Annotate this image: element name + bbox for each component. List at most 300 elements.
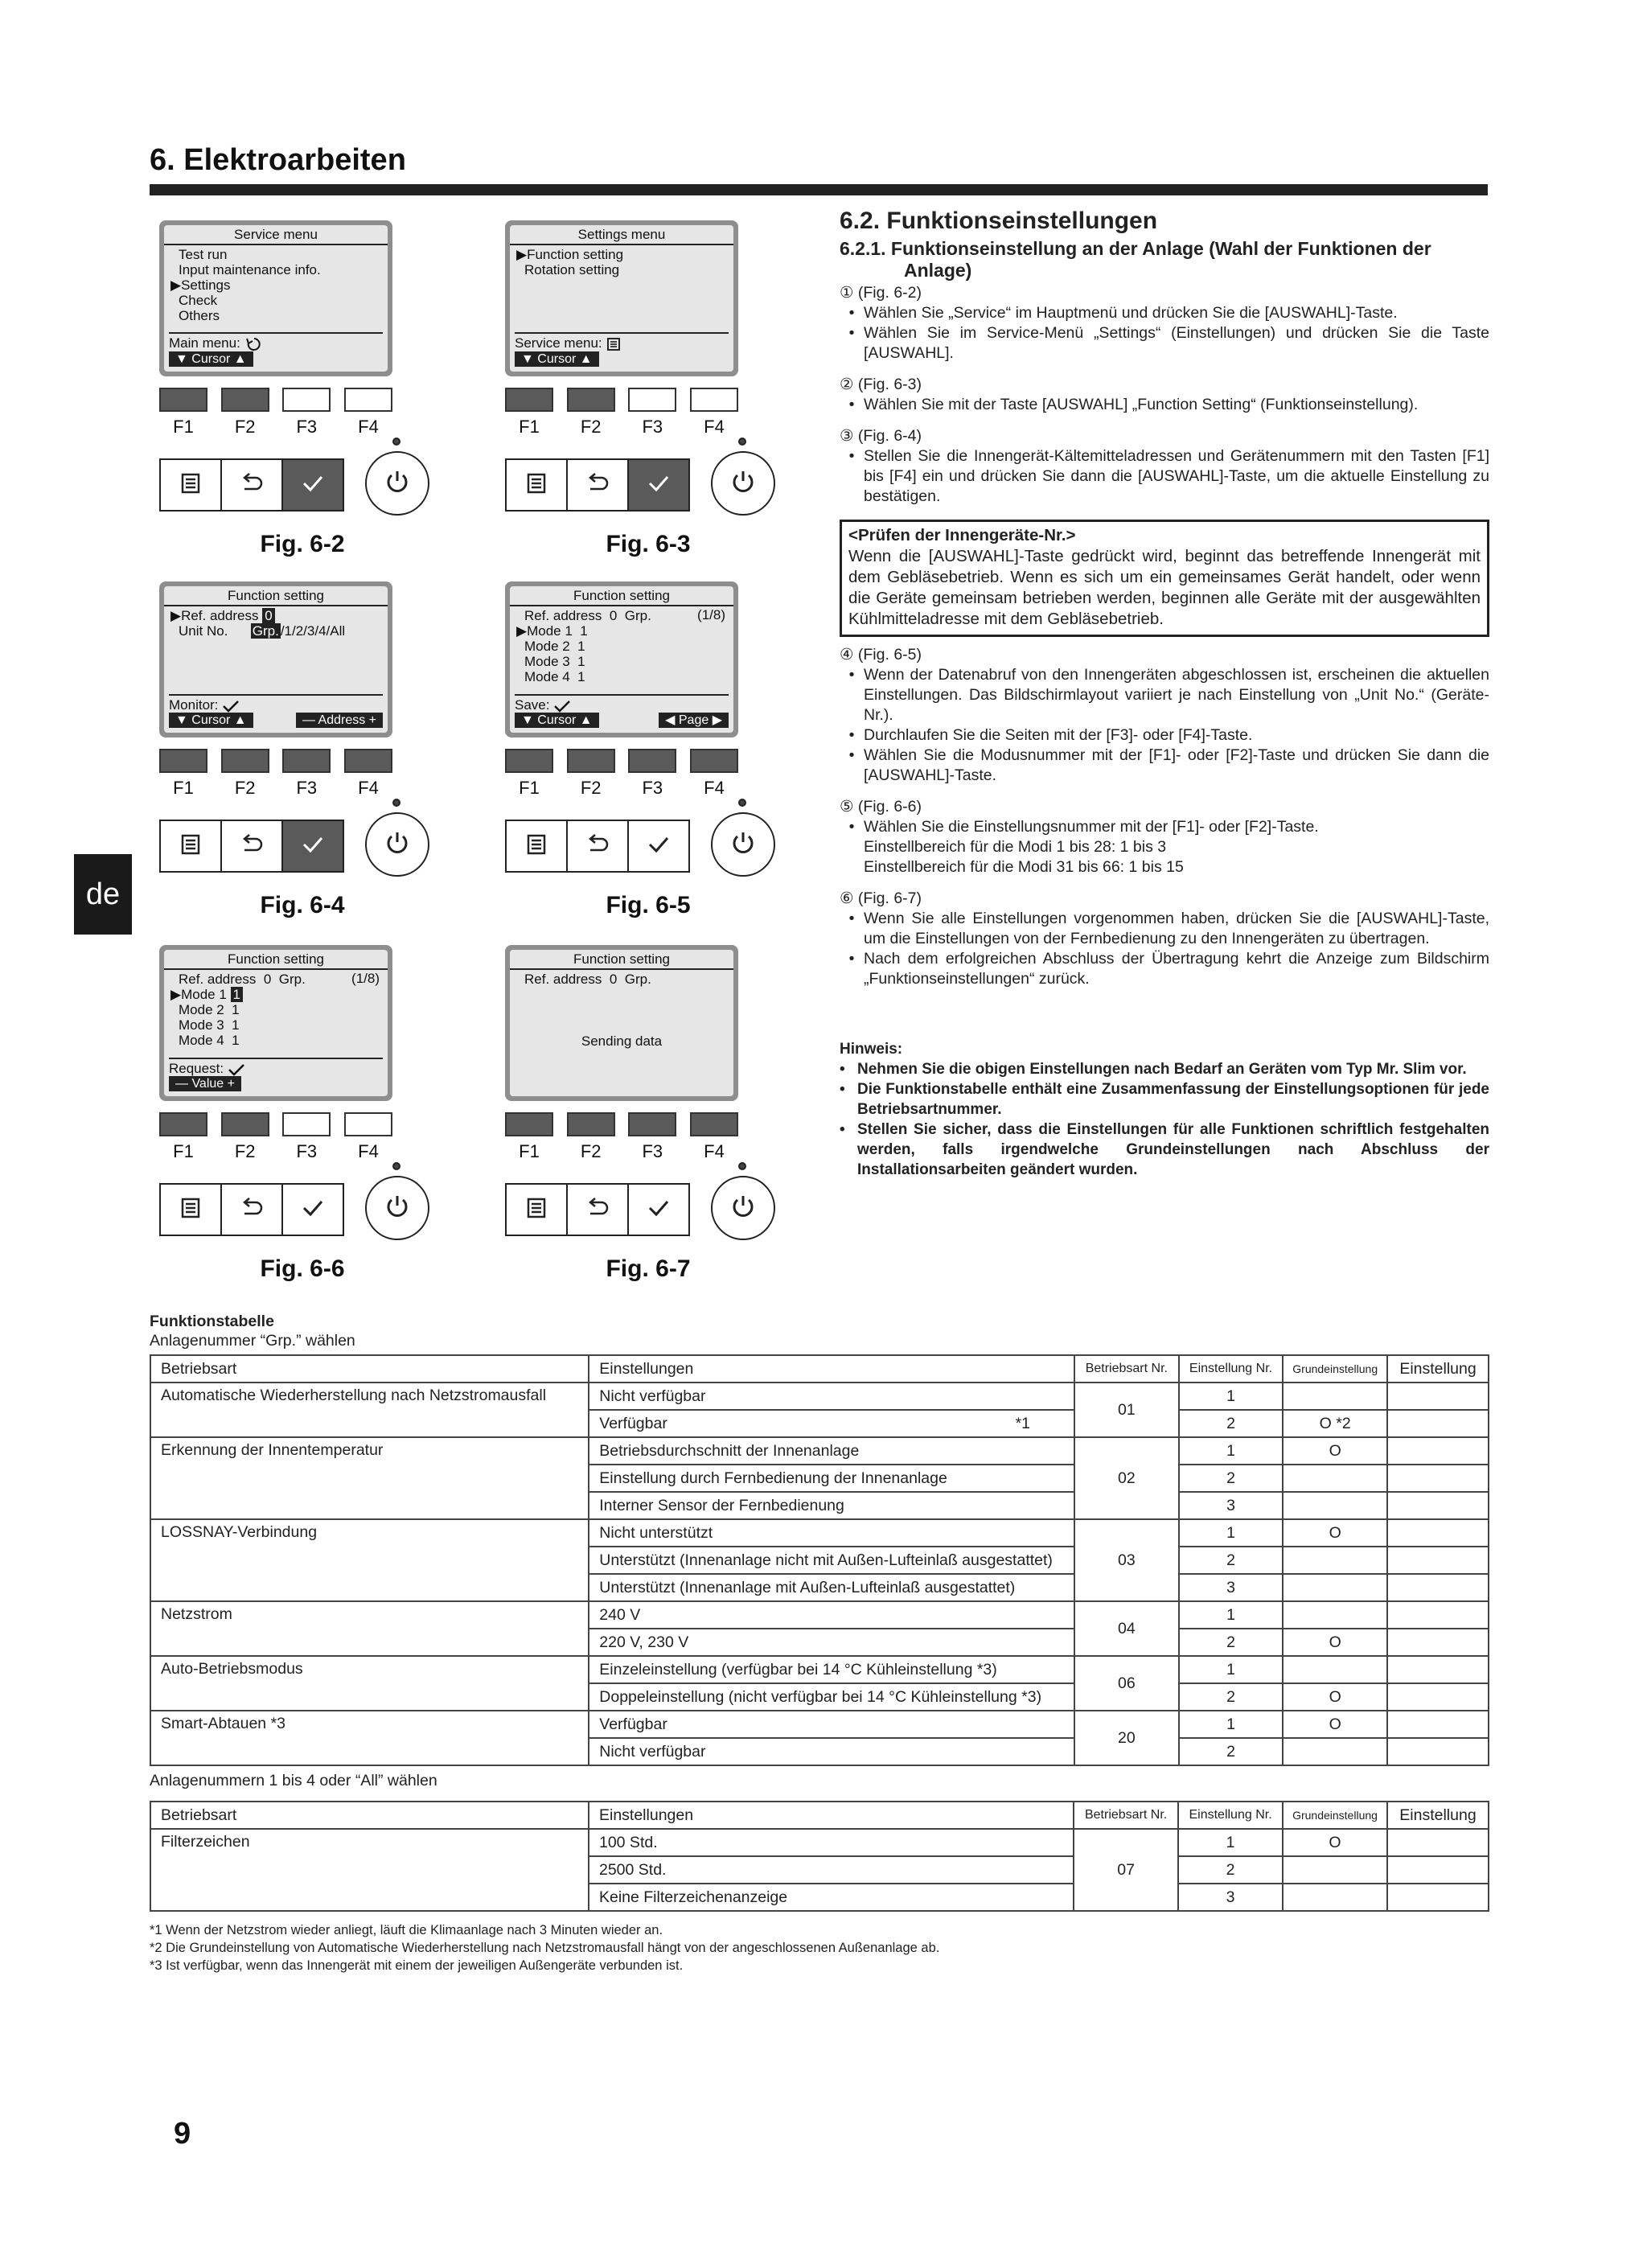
menu-button[interactable] — [507, 1185, 568, 1235]
instructions-column — [840, 207, 1489, 1180]
power-icon — [729, 467, 758, 500]
bullet-item: • Stellen Sie die Innengerät-Kältemitteladressen und Gerätenummern mit den Tasten [F1] bis [F4] ein und drücken Sie dann die [AUSWAHL]-Taste, um die aktuelle Einstellung zu bestätigen. — [840, 446, 1489, 507]
lcd-mode-row: ▶Mode 1 1 — [516, 623, 588, 639]
default-setting-cell: O — [1283, 1437, 1387, 1465]
power-button[interactable] — [711, 451, 775, 516]
select-button[interactable] — [283, 1185, 343, 1235]
function-key-label: F2 — [580, 778, 602, 798]
function-key-label: F4 — [704, 778, 725, 798]
selection-arrow-icon: ▶ — [516, 623, 528, 639]
function-keys — [159, 388, 392, 412]
bullet-item: • Wählen Sie mit der Taste [AUSWAHL] „Function Setting“ (Funktionseinstellung). — [840, 395, 1489, 415]
bullet-item: • Wenn Sie alle Einstellungen vorgenommen haben, drücken Sie die [AUSWAHL]-Taste, um die Einstellungen von der Fernbedienung zu den Innengeräten zu übertragen. — [840, 909, 1489, 949]
setting-number-cell: 3 — [1179, 1492, 1284, 1519]
check-icon — [224, 1061, 245, 1076]
figure-caption: Fig. 6-5 — [606, 892, 691, 918]
steps-list — [840, 645, 1489, 989]
lcd-display — [510, 586, 733, 733]
function-key-f4[interactable] — [690, 749, 738, 773]
column-header: Einstellung — [1387, 1355, 1489, 1383]
check-icon — [645, 832, 672, 861]
function-key-f1[interactable] — [159, 1112, 207, 1136]
check-icon — [299, 832, 327, 861]
figure-6-7 — [495, 945, 833, 1299]
function-key-label: F1 — [519, 778, 540, 798]
page-indicator: (1/8) — [697, 607, 725, 622]
footnote: *2 Die Grundeinstellung von Automatische Wiederherstellung nach Netzstromausfall hängt von der angeschlossenen Außenanlage ab. — [150, 1941, 940, 1955]
lcd-item-label: Test run — [179, 247, 228, 262]
subsection-heading: 6.2.1. Funktionseinstellung an der Anlage (Wahl der Funktionen der Anlage) — [840, 238, 1431, 281]
bullet-item: • Wählen Sie die Einstellungsnummer mit der [F1]- oder [F2]-Taste. — [840, 817, 1489, 837]
page-title: 6. Elektroarbeiten — [150, 143, 406, 177]
setting-cell: 220 V, 230 V — [589, 1629, 1074, 1656]
menu-button[interactable] — [161, 821, 222, 871]
function-key-f3[interactable] — [628, 1112, 676, 1136]
step-heading: ① (Fig. 6-2) — [840, 284, 922, 302]
setting-number-cell: 2 — [1179, 1738, 1284, 1765]
button-group — [505, 820, 690, 873]
menu-button[interactable] — [161, 460, 222, 510]
setting-number-cell: 2 — [1179, 1465, 1284, 1492]
selection-arrow-icon: ▶ — [170, 608, 182, 623]
mode-number-cell: 20 — [1074, 1711, 1179, 1765]
user-setting-cell — [1387, 1492, 1489, 1519]
setting-number-cell: 1 — [1179, 1437, 1284, 1465]
lcd-item-label: Function setting — [527, 247, 624, 262]
function-key-f2[interactable] — [221, 1112, 269, 1136]
function-key-label: F3 — [642, 778, 663, 798]
lcd-mode-row: Mode 4 1 — [179, 1033, 240, 1048]
selection-arrow-icon: ▶ — [516, 247, 528, 262]
default-setting-cell: O — [1283, 1829, 1387, 1856]
return-icon — [240, 335, 262, 351]
status-led-icon — [392, 799, 400, 807]
menu-button[interactable] — [507, 821, 568, 871]
lcd-display — [164, 950, 388, 1096]
setting-cell: 2500 Std. — [589, 1856, 1074, 1884]
function-key-label: F2 — [234, 1141, 256, 1161]
lcd-footer — [515, 694, 729, 728]
power-button[interactable] — [365, 451, 429, 516]
step-heading: ④ (Fig. 6-5) — [840, 646, 922, 664]
return-button[interactable] — [222, 460, 283, 510]
language-tab: de — [74, 854, 132, 935]
default-setting-cell — [1283, 1383, 1387, 1410]
lcd-mode-row: Mode 4 1 — [524, 669, 585, 684]
footnote-mark: *1 — [1015, 1414, 1030, 1432]
column-header: Einstellung — [1387, 1802, 1489, 1829]
return-button[interactable] — [568, 821, 629, 871]
function-key-label: F1 — [519, 417, 540, 437]
function-key-labels — [159, 417, 392, 438]
button-group — [505, 458, 690, 512]
setting-cell: Einstellung durch Fernbedienung der Innenanlage — [589, 1465, 1074, 1492]
bullet-continuation: Einstellbereich für die Modi 1 bis 28: 1 bis 3 — [864, 838, 1167, 856]
cursor-bar: ▼ Cursor ▲ — [515, 713, 599, 728]
lcd-footer-label: Monitor: — [169, 694, 383, 713]
bullet-icon: • — [848, 447, 855, 465]
step — [840, 283, 1489, 364]
mode-number-cell: 01 — [1074, 1383, 1179, 1437]
lcd-mode-row: Mode 2 1 — [179, 1002, 240, 1017]
lcd-item-label: Others — [179, 308, 220, 323]
hint-item: • Nehmen Sie die obigen Einstellungen nach Bedarf an Geräten vom Typ Mr. Slim vor. — [840, 1061, 1467, 1078]
lcd-mode-row: Mode 3 1 — [179, 1017, 240, 1033]
table-group-label: Anlagenummer “Grp.” wählen — [150, 1332, 355, 1350]
function-key-label: F1 — [173, 778, 194, 798]
function-keys — [505, 1112, 738, 1136]
bullet-continuation: Einstellbereich für die Modi 31 bis 66: 1 bis 15 — [864, 858, 1184, 876]
setting-number-cell: 2 — [1179, 1683, 1284, 1711]
lcd-mode-row: Mode 3 1 — [524, 654, 585, 669]
check-icon — [549, 697, 571, 713]
lcd-row: ▶Ref. address 0 — [170, 608, 381, 623]
table-group-label: Anlagenummern 1 bis 4 oder “All” wählen — [150, 1772, 437, 1789]
function-key-label: F1 — [173, 417, 194, 437]
user-setting-cell — [1387, 1884, 1489, 1911]
lcd-row: Ref. address 0 Grp. — [524, 972, 651, 987]
setting-number-cell: 1 — [1179, 1383, 1284, 1410]
lcd-menu-item — [170, 277, 381, 293]
function-key-f4[interactable] — [344, 1112, 392, 1136]
bullet-icon: • — [848, 396, 855, 413]
function-key-f2[interactable] — [567, 1112, 615, 1136]
lcd-row: Unit No. Grp. /1/2/3/4/All — [179, 623, 346, 639]
lcd-footer-label: Service menu: — [515, 332, 729, 351]
power-button[interactable] — [711, 812, 775, 877]
lcd-display — [164, 586, 388, 733]
function-key-f4[interactable] — [690, 1112, 738, 1136]
table-row — [150, 1437, 1489, 1465]
check-icon — [299, 1196, 327, 1224]
lcd-menu-item — [516, 262, 727, 277]
footnote: *3 Ist verfügbar, wenn das Innengerät mit einem der jeweiligen Außengeräte verbunden ist. — [150, 1958, 684, 1973]
setting-cell: Interner Sensor der Fernbedienung — [589, 1492, 1074, 1519]
step-heading: ⑤ (Fig. 6-6) — [840, 798, 922, 816]
power-button[interactable] — [365, 1176, 429, 1240]
footnotes — [150, 1921, 939, 1974]
function-keys — [159, 1112, 392, 1136]
lcd-menu-item — [170, 308, 381, 323]
setting-cell: Nicht verfügbar — [589, 1383, 1074, 1410]
bullet-item: • Wenn der Datenabruf von den Innengeräten abgeschlossen ist, erscheinen die aktuellen Einstellungen. Das Bildschirmlayout variiert je nach Einstellung von „Unit No.“ (Geräte-Nr.). — [840, 665, 1489, 725]
lcd-title: Function setting — [164, 951, 388, 970]
bullet-icon: • — [848, 950, 855, 968]
mode-number-cell: 03 — [1074, 1519, 1179, 1601]
power-button[interactable] — [365, 812, 429, 877]
step — [840, 426, 1489, 507]
note-title: <Prüfen der Innengeräte-Nr.> — [848, 526, 1076, 544]
lcd-menu-item — [170, 262, 381, 277]
setting-cell: Unterstützt (Innenanlage nicht mit Außen-Lufteinlaß ausgestattet) — [589, 1547, 1074, 1574]
address-bar: — Address + — [296, 713, 383, 728]
figure-6-3 — [495, 220, 833, 574]
function-keys — [505, 749, 738, 773]
bullet-item: • Wählen Sie im Service-Menü „Settings“ (Einstellungen) und drücken Sie die Taste [AUSWAHL]. — [840, 323, 1489, 364]
function-key-f3[interactable] — [628, 388, 676, 412]
setting-number-cell: 2 — [1179, 1629, 1284, 1656]
lcd-footer — [169, 1058, 383, 1091]
user-setting-cell — [1387, 1574, 1489, 1601]
function-key-label: F2 — [234, 417, 256, 437]
menu-icon — [524, 1196, 548, 1224]
function-key-f3[interactable] — [282, 749, 331, 773]
table-row — [150, 1383, 1489, 1410]
function-key-f1[interactable] — [505, 1112, 553, 1136]
default-setting-cell — [1283, 1574, 1387, 1601]
lcd-screen — [159, 220, 392, 376]
user-setting-cell — [1387, 1656, 1489, 1683]
setting-number-cell: 1 — [1179, 1519, 1284, 1547]
mode-number-cell: 02 — [1074, 1437, 1179, 1519]
bullet-icon: • — [840, 1081, 845, 1098]
user-setting-cell — [1387, 1738, 1489, 1765]
function-key-f1[interactable] — [505, 749, 553, 773]
function-key-label: F3 — [642, 417, 663, 437]
setting-number-cell: 1 — [1179, 1656, 1284, 1683]
function-key-f4[interactable] — [344, 388, 392, 412]
step — [840, 889, 1489, 989]
select-button[interactable] — [283, 460, 343, 510]
step-heading: ⑥ (Fig. 6-7) — [840, 890, 922, 907]
default-setting-cell: O — [1283, 1629, 1387, 1656]
figure-caption: Fig. 6-4 — [260, 892, 345, 918]
setting-cell: Keine Filterzeichenanzeige — [589, 1884, 1074, 1911]
setting-cell: Unterstützt (Innenanlage mit Außen-Lufteinlaß ausgestattet) — [589, 1574, 1074, 1601]
power-icon — [383, 828, 412, 861]
select-button[interactable] — [629, 460, 688, 510]
hint-block — [840, 1039, 1489, 1180]
default-setting-cell — [1283, 1465, 1387, 1492]
page-number: 9 — [174, 2117, 191, 2151]
setting-cell: Verfügbar *1 — [589, 1410, 1074, 1437]
mode-number-cell: 04 — [1074, 1601, 1179, 1656]
check-icon — [299, 471, 327, 499]
select-button[interactable] — [629, 1185, 688, 1235]
function-key-label: F3 — [296, 417, 318, 437]
setting-number-cell: 2 — [1178, 1856, 1283, 1884]
table-header-row — [150, 1355, 1489, 1383]
function-key-labels — [505, 778, 738, 799]
lcd-item-label: Settings — [181, 277, 231, 293]
function-key-f2[interactable] — [567, 749, 615, 773]
lcd-row: Ref. address 0 Grp. — [179, 972, 306, 987]
lcd-display — [510, 950, 733, 1096]
function-key-label: F4 — [358, 1141, 379, 1161]
function-key-f3[interactable] — [282, 1112, 331, 1136]
table-row — [150, 1711, 1489, 1738]
steps-list — [840, 283, 1489, 507]
status-led-icon — [738, 1162, 746, 1170]
setting-number-cell: 1 — [1179, 1711, 1284, 1738]
menu-icon — [524, 832, 548, 861]
cursor-bar: ▼ Cursor ▲ — [169, 713, 253, 728]
setting-cell: Einzeleinstellung (verfügbar bei 14 °C Kühleinstellung *3) — [589, 1656, 1074, 1683]
page-indicator: (1/8) — [351, 971, 380, 986]
bullet-icon: • — [848, 818, 855, 836]
function-key-label: F3 — [642, 1141, 663, 1161]
function-key-label: F2 — [234, 778, 256, 798]
mode-cell: Erkennung der Innentemperatur — [150, 1437, 589, 1519]
status-led-icon — [392, 1162, 400, 1170]
cursor-bar: ▼ Cursor ▲ — [515, 351, 599, 367]
footnote: *1 Wenn der Netzstrom wieder anliegt, läuft die Klimaanlage nach 3 Minuten wieder an. — [150, 1923, 663, 1937]
column-header: Betriebsart — [150, 1355, 589, 1383]
select-button[interactable] — [283, 821, 343, 871]
column-header: Einstellungen — [589, 1355, 1074, 1383]
function-key-f2[interactable] — [567, 388, 615, 412]
lcd-row: Ref. address 0 Grp. — [524, 608, 651, 623]
function-key-f4[interactable] — [344, 749, 392, 773]
table-header-row — [150, 1802, 1489, 1829]
figure-6-2 — [150, 220, 487, 574]
step-heading: ③ (Fig. 6-4) — [840, 427, 922, 445]
function-key-label: F2 — [580, 417, 602, 437]
address-value: 0 — [262, 608, 274, 623]
lcd-item-label: Input maintenance info. — [179, 262, 321, 277]
function-table-grp — [150, 1354, 1489, 1766]
check-icon — [218, 697, 240, 713]
setting-cell: Verfügbar — [589, 1711, 1074, 1738]
lcd-footer — [515, 332, 729, 367]
default-setting-cell — [1283, 1656, 1387, 1683]
lcd-mode-row: ▶Mode 1 1 — [170, 987, 381, 1002]
setting-number-cell: 1 — [1179, 1601, 1284, 1629]
default-setting-cell — [1283, 1547, 1387, 1574]
function-key-label: F1 — [173, 1141, 194, 1161]
column-header: Betriebsart — [150, 1802, 589, 1829]
bullet-icon: • — [840, 1121, 845, 1138]
lcd-footer — [169, 694, 383, 728]
menu-icon — [179, 1196, 203, 1224]
function-key-f1[interactable] — [159, 749, 207, 773]
button-group — [159, 820, 344, 873]
power-button[interactable] — [711, 1176, 775, 1240]
lcd-footer-label: Main menu: — [169, 332, 383, 351]
function-key-label: F1 — [519, 1141, 540, 1161]
table-title: Funktionstabelle — [150, 1313, 274, 1330]
function-key-f4[interactable] — [690, 388, 738, 412]
user-setting-cell — [1387, 1383, 1489, 1410]
hint-item: • Die Funktionstabelle enthält eine Zusammenfassung der Einstellungsoptionen für jede Betriebsartnummer. — [840, 1081, 1489, 1118]
power-icon — [729, 828, 758, 861]
lcd-menu-item — [516, 247, 727, 262]
mode-cell: LOSSNAY-Verbindung — [150, 1519, 589, 1601]
mode-cell: Netzstrom — [150, 1601, 589, 1656]
button-group — [159, 1183, 344, 1236]
user-setting-cell — [1387, 1601, 1489, 1629]
default-setting-cell: O — [1283, 1519, 1387, 1547]
default-setting-cell: O *2 — [1283, 1410, 1387, 1437]
function-key-f3[interactable] — [628, 749, 676, 773]
function-key-f3[interactable] — [282, 388, 331, 412]
setting-number-cell: 1 — [1178, 1829, 1283, 1856]
menu-button[interactable] — [161, 1185, 222, 1235]
figure-caption: Fig. 6-2 — [260, 531, 345, 557]
return-button[interactable] — [568, 460, 629, 510]
mode-value: 1 — [231, 987, 243, 1002]
value-bar: — Value + — [169, 1076, 241, 1091]
check-icon — [645, 471, 672, 499]
function-key-label: F4 — [358, 778, 379, 798]
bullet-item: • Wählen Sie die Modusnummer mit der [F1]- oder [F2]-Taste und drücken Sie dann die [AUSWAHL]-Taste. — [840, 746, 1489, 786]
bullet-icon: • — [848, 910, 855, 927]
setting-cell: 100 Std. — [589, 1829, 1074, 1856]
status-led-icon — [738, 799, 746, 807]
column-header: Einstellung Nr. — [1179, 1355, 1284, 1383]
note-text: Wenn die [AUSWAHL]-Taste gedrückt wird, beginnt das betreffende Innengerät mit dem Gebläsebetrieb. Wenn es sich um ein gemeinsames Gerät handelt, oder wenn die Geräte gemeinsam betrieben werden, beginnen alle Geräte mit der ausgewählten Kühlmitteladresse mit dem Gebläsebetrieb. — [848, 547, 1481, 628]
check-icon — [645, 1196, 672, 1224]
lcd-title: Function setting — [164, 588, 388, 606]
lcd-screen — [159, 581, 392, 738]
button-group — [159, 458, 344, 512]
lcd-footer-label: Request: — [169, 1058, 383, 1076]
user-setting-cell — [1387, 1629, 1489, 1656]
function-key-f2[interactable] — [221, 749, 269, 773]
function-key-f1[interactable] — [159, 388, 207, 412]
figure-6-5 — [495, 581, 833, 935]
function-key-label: F4 — [704, 417, 725, 437]
return-icon — [584, 832, 611, 861]
figure-caption: Fig. 6-7 — [606, 1255, 691, 1282]
select-button[interactable] — [629, 821, 688, 871]
mode-number-cell: 07 — [1074, 1829, 1178, 1911]
lcd-screen — [505, 220, 738, 376]
step — [840, 645, 1489, 786]
bullet-icon: • — [848, 304, 855, 322]
column-header: Grundeinstellung — [1283, 1355, 1387, 1383]
power-icon — [383, 1192, 412, 1225]
setting-number-cell: 3 — [1179, 1574, 1284, 1601]
lcd-display — [510, 225, 733, 372]
section-heading: 6.2. Funktionseinstellungen — [840, 207, 1158, 234]
step-heading: ② (Fig. 6-3) — [840, 376, 922, 393]
figure-6-4 — [150, 581, 487, 935]
function-key-f2[interactable] — [221, 388, 269, 412]
user-setting-cell — [1387, 1410, 1489, 1437]
power-icon — [729, 1192, 758, 1225]
return-button[interactable] — [222, 821, 283, 871]
lcd-title: Function setting — [510, 588, 733, 606]
return-button[interactable] — [222, 1185, 283, 1235]
menu-icon — [179, 832, 203, 861]
menu-button[interactable] — [507, 460, 568, 510]
function-key-labels — [159, 778, 392, 799]
function-key-labels — [505, 417, 738, 438]
function-keys — [159, 749, 392, 773]
setting-cell: Nicht verfügbar — [589, 1738, 1074, 1765]
menu-icon — [524, 471, 548, 499]
mode-cell: Smart-Abtauen *3 — [150, 1711, 589, 1765]
status-led-icon — [738, 438, 746, 446]
user-setting-cell — [1387, 1547, 1489, 1574]
return-icon — [238, 1196, 265, 1224]
lcd-item-label: Rotation setting — [524, 262, 620, 277]
setting-number-cell: 3 — [1178, 1884, 1283, 1911]
user-setting-cell — [1387, 1465, 1489, 1492]
table-row — [150, 1829, 1489, 1856]
function-key-f1[interactable] — [505, 388, 553, 412]
return-icon — [584, 1196, 611, 1224]
mode-cell: Auto-Betriebsmodus — [150, 1656, 589, 1711]
return-icon — [238, 471, 265, 499]
lcd-title: Settings menu — [510, 227, 733, 245]
lcd-footer — [169, 332, 383, 367]
setting-cell: 240 V — [589, 1601, 1074, 1629]
default-setting-cell — [1283, 1856, 1387, 1884]
default-setting-cell: O — [1283, 1683, 1387, 1711]
return-button[interactable] — [568, 1185, 629, 1235]
